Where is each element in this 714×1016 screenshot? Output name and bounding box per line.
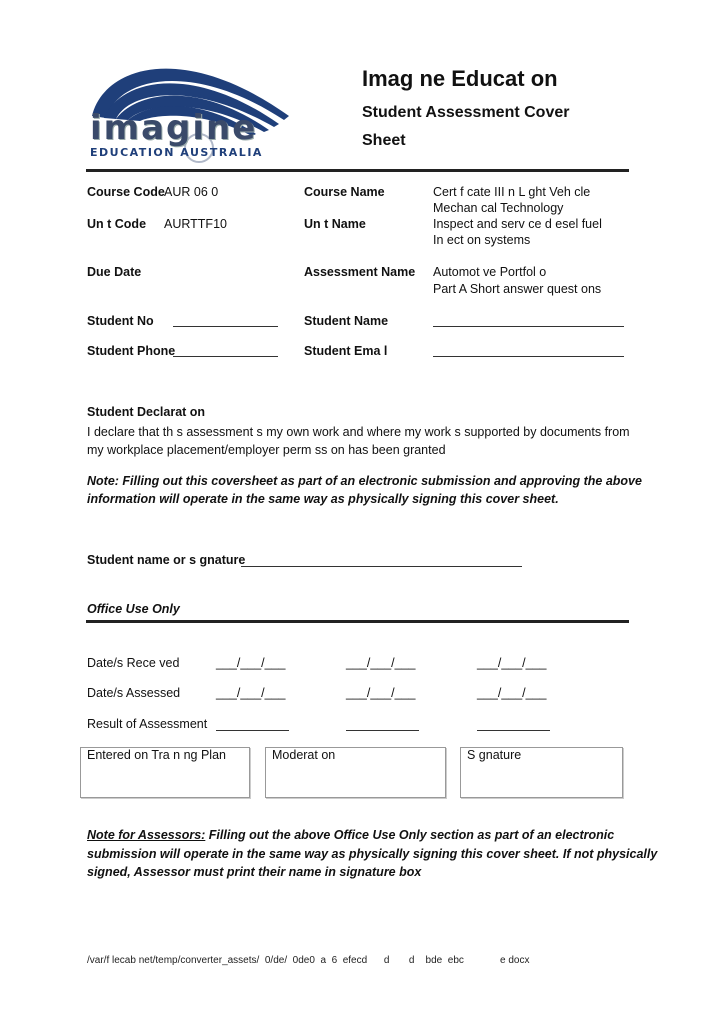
office-use-heading: Office Use Only [87, 602, 180, 616]
declaration-note-1: Note: Filling out this coversheet as part of an electronic submission and approving the above [87, 474, 642, 488]
logo-tagline: EDUCATION AUSTRALIA [90, 146, 263, 159]
signature-box[interactable] [460, 747, 623, 798]
date-assessed-label: Date/s Assessed [87, 686, 181, 700]
date-assessed-field-1[interactable]: ___/___/___ [216, 686, 286, 700]
logo-brand: imagine [90, 108, 258, 148]
due-date-label: Due Date [87, 265, 142, 279]
student-no-label: Student No [87, 314, 154, 328]
declaration-line-1: I declare that th s assessment s my own work and where my work s supported by documents from [87, 425, 630, 439]
course-code-value: AUR 06 0 [164, 185, 219, 199]
logo [84, 46, 299, 166]
date-received-field-1[interactable]: ___/___/___ [216, 656, 286, 670]
date-received-field-2[interactable]: ___/___/___ [346, 656, 416, 670]
student-phone-label: Student Phone [87, 344, 176, 358]
result-field-3[interactable] [477, 730, 550, 731]
signature-field[interactable] [241, 566, 522, 567]
result-field-2[interactable] [346, 730, 419, 731]
student-name-field[interactable] [433, 326, 624, 327]
course-code-label: Course Code [87, 185, 165, 199]
assessor-note-lead: Note for Assessors: [87, 828, 206, 842]
date-received-field-3[interactable]: ___/___/___ [477, 656, 547, 670]
header-divider [86, 169, 629, 172]
assessor-note-line-3: signed, Assessor must print their name in signature box [87, 865, 422, 879]
office-divider [86, 620, 629, 623]
moderation-box[interactable] [265, 747, 446, 798]
declaration-line-2: my workplace placement/employer perm ss on has been granted [87, 443, 446, 457]
result-field-1[interactable] [216, 730, 289, 731]
student-email-label: Student Ema l [304, 344, 388, 358]
declaration-heading: Student Declarat on [87, 405, 206, 419]
signature-box-label: S gnature [467, 748, 522, 762]
date-assessed-field-3[interactable]: ___/___/___ [477, 686, 547, 700]
unit-name-label: Un t Name [304, 217, 366, 231]
declaration-note-2: information will operate in the same way as physically signing this cover sheet. [87, 492, 559, 506]
assessor-note-text-1: Filling out the above Office Use Only section as part of an electronic [205, 828, 615, 842]
page-subtitle-line2: Sheet [362, 132, 406, 149]
course-name-label: Course Name [304, 185, 385, 199]
moderation-box-label: Moderat on [272, 748, 336, 762]
unit-code-value: AURTTF10 [164, 217, 227, 231]
assessment-name-label: Assessment Name [304, 265, 416, 279]
assessment-name-value-1: Automot ve Portfol o [433, 265, 547, 279]
entered-box-label: Entered on Tra n ng Plan [87, 748, 226, 762]
student-name-label: Student Name [304, 314, 389, 328]
assessment-name-value-2: Part A Short answer quest ons [433, 282, 602, 296]
assessor-note-line-2: submission will operate in the same way as physically signing this cover sheet. If not physically [87, 847, 658, 861]
student-no-field[interactable] [173, 326, 278, 327]
date-assessed-field-2[interactable]: ___/___/___ [346, 686, 416, 700]
course-name-value-2: Mechan cal Technology [433, 201, 564, 215]
student-phone-field[interactable] [173, 356, 278, 357]
unit-name-value-1: Inspect and serv ce d esel fuel [433, 217, 602, 231]
assessor-note-line-1 [87, 827, 614, 843]
page-subtitle-line1: Student Assessment Cover [362, 104, 570, 121]
course-name-value-1: Cert f cate III n L ght Veh cle [433, 185, 591, 199]
student-email-field[interactable] [433, 356, 624, 357]
unit-code-label: Un t Code [87, 217, 147, 231]
unit-name-value-2: In ect on systems [433, 233, 531, 247]
page-title: Imag ne Educat on [362, 66, 558, 91]
result-label: Result of Assessment [87, 717, 208, 731]
date-received-label: Date/s Rece ved [87, 656, 180, 670]
signature-label: Student name or s gnature [87, 553, 246, 567]
entered-on-training-plan-box[interactable] [80, 747, 250, 798]
footer-path: /var/f lecab net/temp/converter_assets/ 0/de/ 0de0 a 6 efecd d d bde ebc e docx [87, 955, 530, 966]
